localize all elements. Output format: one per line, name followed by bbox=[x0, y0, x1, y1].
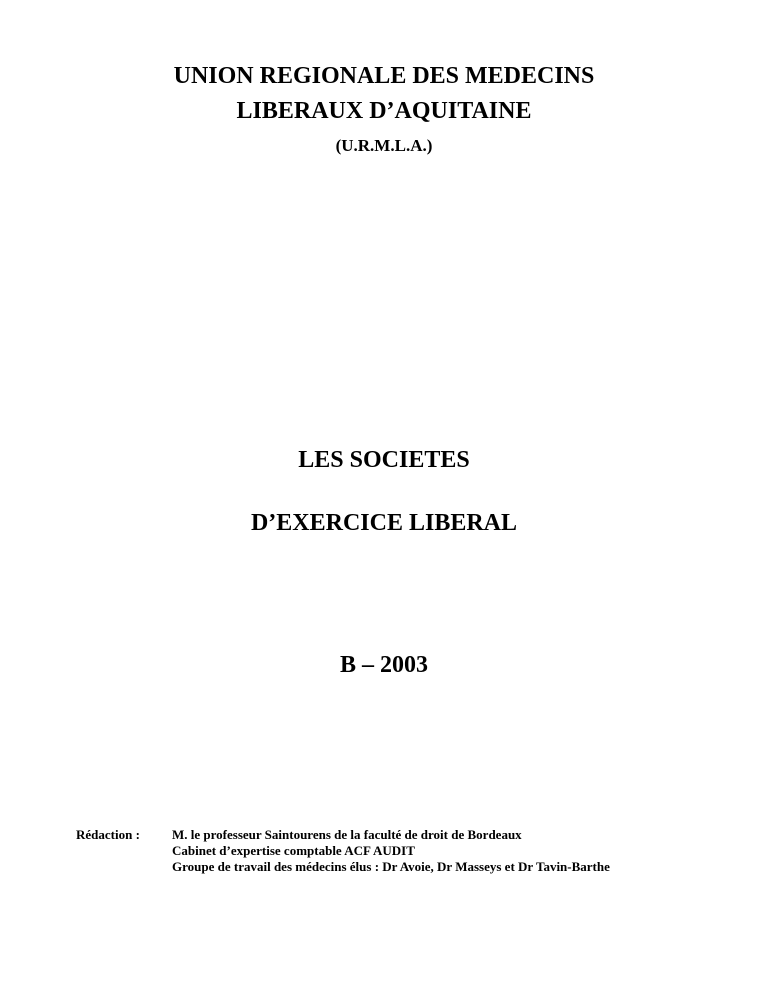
credits-label: Rédaction : bbox=[76, 827, 140, 842]
document-title-line-1: LES SOCIETES bbox=[298, 447, 470, 473]
credits-line: Groupe de travail des médecins élus : Dr Avoie, Dr Masseys et Dr Tavin-Barthe bbox=[172, 859, 610, 874]
edition-label: B – 2003 bbox=[339, 652, 428, 678]
document-title-line-2: D’EXERCICE LIBERAL bbox=[250, 510, 518, 536]
credits-line: Cabinet d’expertise comptable ACF AUDIT bbox=[172, 843, 415, 858]
credits-list bbox=[172, 827, 610, 875]
org-acronym: (U.R.M.L.A.) bbox=[335, 136, 433, 155]
org-name-line-1: UNION REGIONALE DES MEDECINS bbox=[173, 63, 595, 89]
org-name-line-2: LIBERAUX D’AQUITAINE bbox=[236, 98, 532, 124]
credits-line: M. le professeur Saintourens de la faculté de droit de Bordeaux bbox=[172, 827, 522, 842]
